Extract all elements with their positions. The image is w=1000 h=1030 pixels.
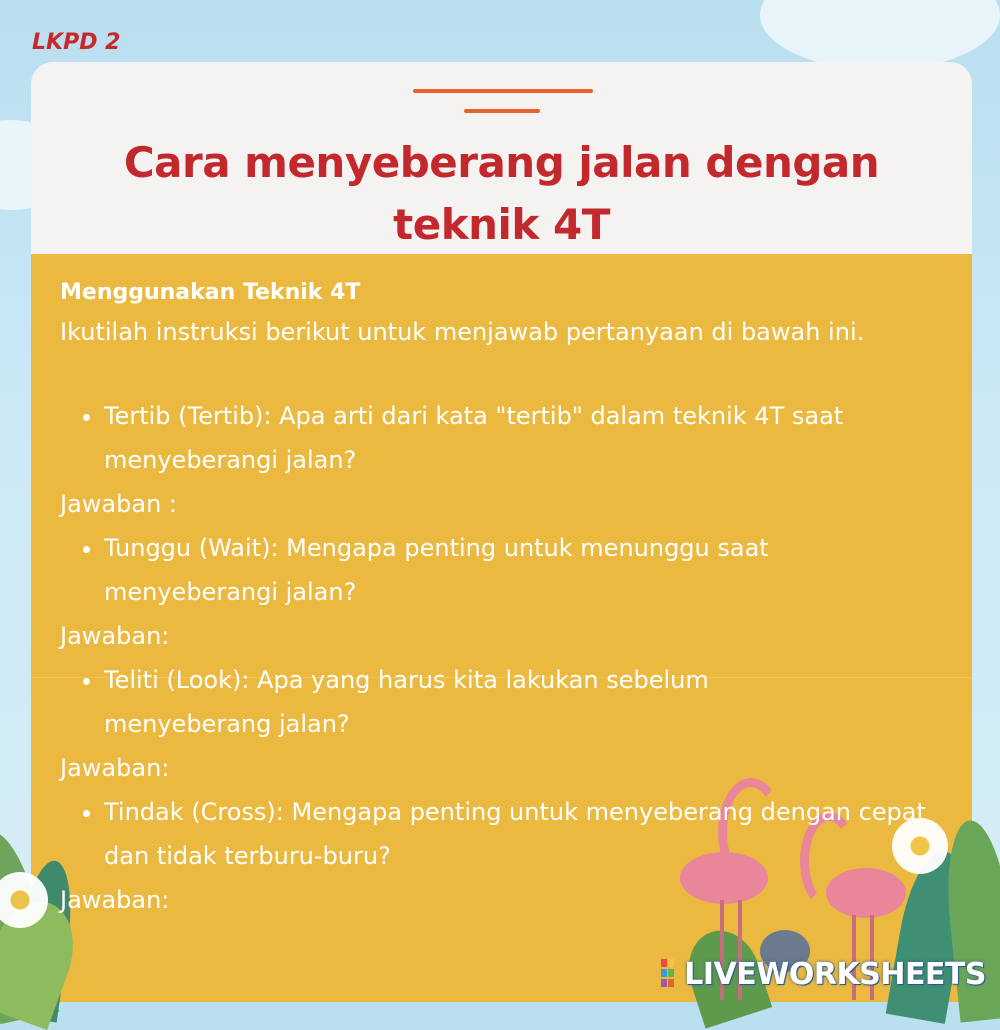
answer-label-tertib: Jawaban : — [60, 490, 177, 518]
question-list-3 — [60, 658, 960, 746]
question-item-tunggu: • Tunggu (Wait): Mengapa penting untuk menunggu saat menyeberangi jalan? — [104, 526, 864, 614]
liveworksheets-logo-icon — [660, 958, 682, 988]
page-title: Cara menyeberang jalan dengan teknik 4T — [123, 138, 880, 249]
answer-label-teliti: Jawaban: — [60, 754, 170, 782]
liveworksheets-watermark[interactable]: LIVEWORKSHEETS — [684, 957, 986, 992]
question-list-1 — [60, 394, 960, 482]
worksheet-content — [60, 278, 960, 922]
question-item-tertib: • Tertib (Tertib): Apa arti dari kata "tertib" dalam teknik 4T saat menyeberangi jalan? — [104, 394, 934, 482]
worksheet-tag: LKPD 2 — [32, 30, 121, 55]
instructions-text: Ikutilah instruksi berikut untuk menjawab pertanyaan di bawah ini. — [60, 318, 865, 346]
cloud-decoration — [760, 0, 1000, 70]
spacer — [60, 352, 960, 394]
question-item-teliti: • Teliti (Look): Apa yang harus kita lakukan sebelum menyeberang jalan? — [104, 658, 804, 746]
decorative-line-top — [413, 89, 593, 93]
decorative-line-bottom — [464, 109, 540, 113]
answer-label-tindak: Jawaban: — [60, 886, 170, 914]
question-list-2 — [60, 526, 960, 614]
question-item-tindak: • Tindak (Cross): Mengapa penting untuk menyeberang dengan cepat dan tidak terburu-buru? — [104, 790, 934, 878]
question-list-4 — [60, 790, 960, 878]
section-heading: Menggunakan Teknik 4T — [60, 280, 361, 305]
answer-label-tunggu: Jawaban: — [60, 622, 170, 650]
